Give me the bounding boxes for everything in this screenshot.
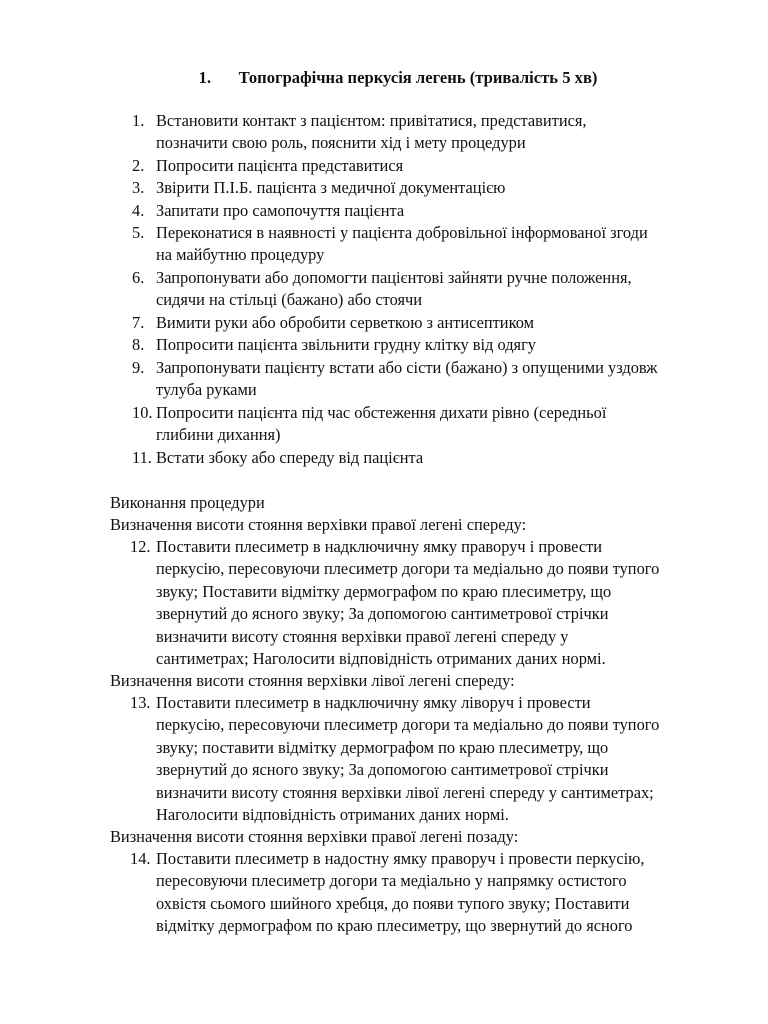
list-item-number: 9. <box>132 358 145 377</box>
step-text: Поставити плесиметр в надключичну ямку праворуч і провести <box>156 537 603 556</box>
list-item-number: 2. <box>132 156 145 175</box>
list-item-text: Вимити руки або обробити серветкою з антисептиком <box>156 313 534 332</box>
list-item-text: тулуба руками <box>156 380 257 399</box>
list-item-text: Попросити пацієнта представитися <box>156 156 404 175</box>
list-item-text: Попросити пацієнта під час обстеження дихати рівно (середньої <box>156 403 607 422</box>
step-text: Поставити плесиметр в надключичну ямку ліворуч і провести <box>156 693 591 712</box>
list-item-text: позначити свою роль, пояснити хід і мету процедури <box>156 133 526 152</box>
step-number: 14. <box>130 849 151 868</box>
step-text: охвістя сьомого шийного хребця, до появи тупого звуку; Поставити <box>156 894 630 913</box>
procedure-heading: Виконання процедури <box>110 493 265 512</box>
list-item-text: Запропонувати пацієнту встати або сісти (бажано) з опущеними уздовж <box>156 358 658 377</box>
list-item-text: Переконатися в наявності у пацієнта добровільної інформованої згоди <box>156 223 648 242</box>
step-text: звуку; Поставити відмітку дермографом по краю плесиметру, що <box>156 582 612 601</box>
step-text: Наголосити відповідність отриманих даних нормі. <box>156 805 509 824</box>
step-text: відмітку дермографом по краю плесиметру, що звернутий до ясного <box>156 916 633 935</box>
list-item-text: Встановити контакт з пацієнтом: привітатися, представитися, <box>156 111 587 130</box>
title-text: Топографічна перкусія легень (тривалість 5 хв) <box>238 68 598 87</box>
list-item-text: Запитати про самопочуття пацієнта <box>156 201 405 220</box>
step-text: пересовуючи плесиметр догори та медіально у напрямку остистого <box>156 871 627 890</box>
step-text: перкусію, пересовуючи плесиметр догори та медіально до появи тупого <box>156 715 660 734</box>
list-item-text: сидячи на стільці (бажано) або стоячи <box>156 290 423 309</box>
list-item-number: 3. <box>132 178 145 197</box>
list-item-text: Встати збоку або спереду від пацієнта <box>156 448 424 467</box>
list-item-number: 8. <box>132 335 145 354</box>
list-item-number: 6. <box>132 268 145 287</box>
step-text: Поставити плесиметр в надостну ямку праворуч і провести перкусію, <box>156 849 645 868</box>
section-heading: Визначення висоти стояння верхівки лівої легені спереду: <box>110 671 515 690</box>
list-item-text: Попросити пацієнта звільнити грудну клітку від одягу <box>156 335 536 354</box>
list-item-number: 7. <box>132 313 145 332</box>
list-item-text: Звірити П.І.Б. пацієнта з медичної документацією <box>156 178 506 197</box>
step-number: 12. <box>130 537 151 556</box>
step-text: визначити висоту стояння верхівки лівої легені спереду у сантиметрах; <box>156 783 654 802</box>
list-item-number: 1. <box>132 111 145 130</box>
step-text: перкусію, пересовуючи плесиметр догори та медіально до появи тупого <box>156 559 660 578</box>
list-item-text: глибини дихання) <box>156 425 281 444</box>
step-text: визначити висоту стояння верхівки правої легені спереду у <box>156 627 569 646</box>
list-item-text: Запропонувати або допомогти пацієнтові зайняти ручне положення, <box>156 268 632 287</box>
step-number: 13. <box>130 693 151 712</box>
step-text: звуку; поставити відмітку дермографом по краю плесиметру, що <box>156 738 609 757</box>
list-item-number: 10. <box>132 403 153 422</box>
section-heading: Визначення висоти стояння верхівки правої легені спереду: <box>110 515 527 534</box>
list-item-number: 4. <box>132 201 145 220</box>
list-item-number: 5. <box>132 223 145 242</box>
step-text: звернутий до ясного звуку; За допомогою сантиметрової стрічки <box>156 604 609 623</box>
section-heading: Визначення висоти стояння верхівки правої легені позаду: <box>110 827 519 846</box>
list-item-number: 11. <box>132 448 152 467</box>
step-text: звернутий до ясного звуку; За допомогою сантиметрової стрічки <box>156 760 609 779</box>
page-title <box>0 68 768 88</box>
title-number: 1. <box>198 68 212 87</box>
step-text: сантиметрах; Наголосити відповідність отриманих даних нормі. <box>156 649 606 668</box>
list-item-text: на майбутню процедуру <box>156 245 325 264</box>
